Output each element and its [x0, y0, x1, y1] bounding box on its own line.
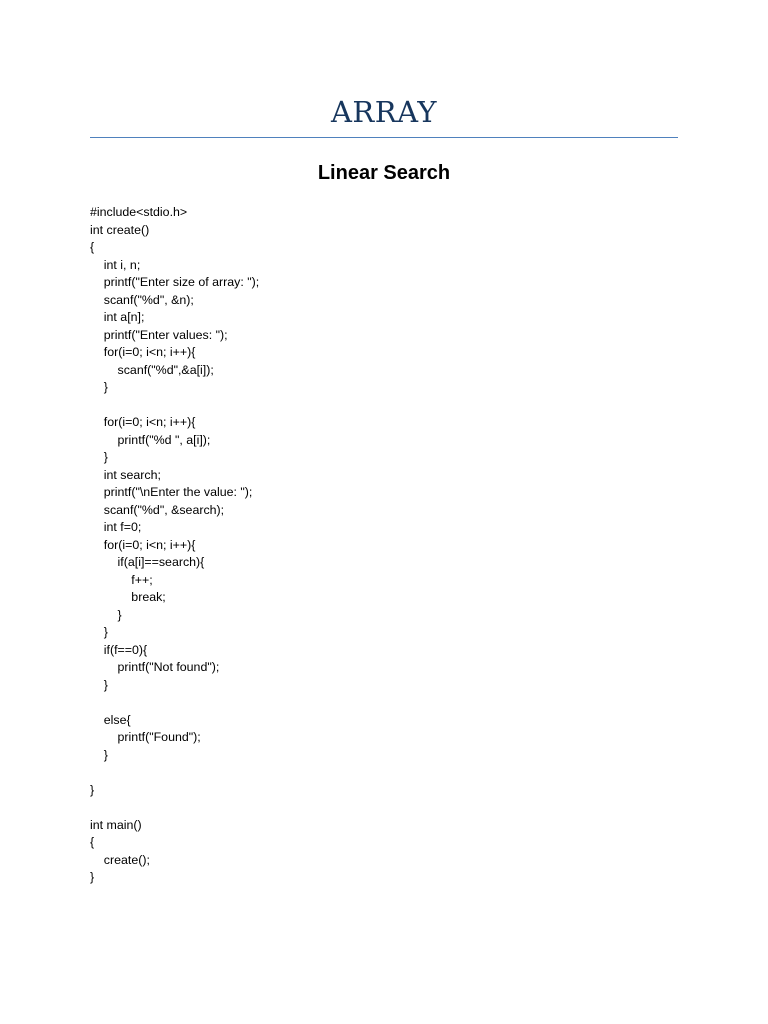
code-line: int search;: [90, 467, 161, 482]
code-line: scanf("%d", &search);: [90, 502, 225, 517]
code-line: printf("Found");: [90, 730, 201, 744]
code-line: }: [90, 677, 108, 692]
code-line: if(f==0){: [90, 642, 148, 657]
code-line: int i, n;: [90, 257, 141, 272]
code-line: }: [90, 450, 108, 464]
section-heading: Linear Search: [317, 162, 451, 184]
code-line: scanf("%d",&a[i]);: [90, 362, 214, 377]
code-line: printf("\nEnter the value: ");: [90, 485, 253, 499]
code-line: }: [90, 607, 122, 622]
code-line: [90, 764, 259, 782]
code-line: for(i=0; i<n; i++){: [90, 345, 196, 359]
code-line: }: [90, 380, 108, 394]
code-line: {: [90, 240, 95, 254]
code-line: }: [90, 782, 95, 797]
code-line: if(a[i]==search){: [90, 555, 205, 569]
code-line: printf("Not found");: [90, 660, 220, 674]
code-line: #include<stdio.h>: [90, 205, 188, 219]
code-line: int main(): [90, 817, 142, 832]
code-line: }: [90, 870, 95, 884]
document-title: ARRAY: [330, 95, 438, 129]
code-line: int create(): [90, 222, 150, 237]
code-line: printf("Enter size of array: ");: [90, 275, 260, 289]
code-line: [90, 397, 259, 415]
code-line: create();: [90, 852, 150, 867]
code-line: int a[n];: [90, 310, 145, 324]
code-line: [90, 799, 259, 817]
code-line: for(i=0; i<n; i++){: [90, 415, 196, 429]
code-line: else{: [90, 712, 131, 727]
code-line: printf("%d ", a[i]);: [90, 432, 211, 447]
code-line: break;: [90, 590, 166, 604]
code-line: for(i=0; i<n; i++){: [90, 537, 196, 552]
code-line: [90, 694, 259, 712]
code-line: f++;: [90, 572, 153, 587]
code-line: printf("Enter values: ");: [90, 327, 228, 342]
code-line: scanf("%d", &n);: [90, 292, 194, 307]
code-line: }: [90, 747, 108, 762]
code-line: {: [90, 835, 95, 849]
code-listing: [90, 204, 259, 887]
title-underline: [90, 137, 678, 138]
code-line: int f=0;: [90, 520, 142, 534]
code-line: }: [90, 625, 108, 639]
